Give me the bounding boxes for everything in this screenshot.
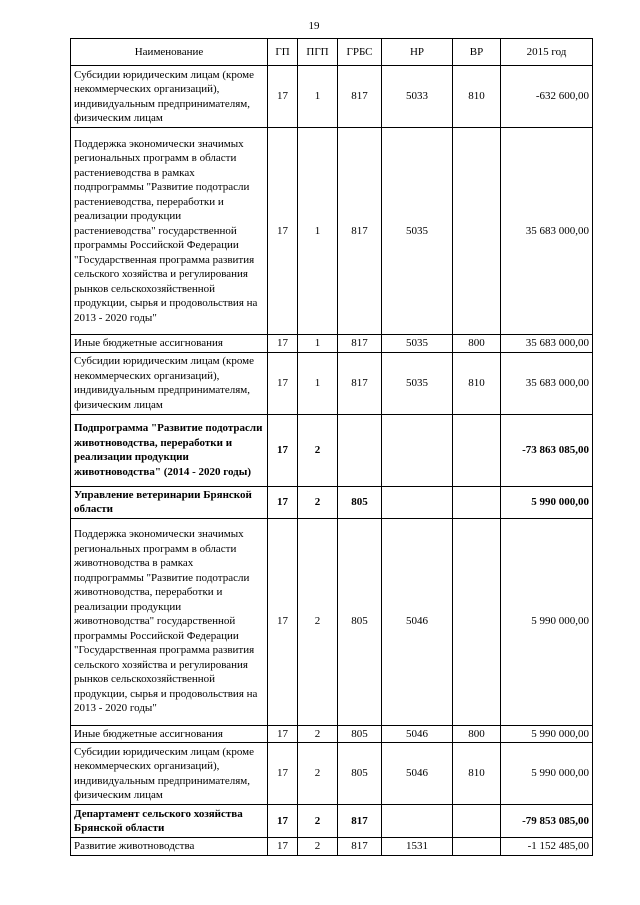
row-vr (453, 805, 501, 838)
row-ppgp: 1 (298, 66, 338, 128)
row-gp: 17 (268, 414, 298, 486)
table-row (71, 518, 593, 725)
row-name: Поддержка экономически значимых региональных программ в области животноводства в рамках подпрограммы "Развитие подотрасли животноводства, переработки и реализации продукции животноводства" государственной программы Российской Федерации "Государственная программа развития сельского хозяйства и регулирования рынков сельскохозяйственной продукции, сырья и продовольствия на 2013 - 2020 годы" (71, 518, 268, 725)
row-grbs: 805 (338, 725, 382, 743)
table-row (71, 352, 593, 414)
column-header-ppgp: ПГП (298, 39, 338, 66)
row-nr: 5035 (382, 335, 453, 353)
row-nr: 5035 (382, 128, 453, 335)
table-row (71, 486, 593, 518)
row-name: Управление ветеринарии Брянской области (71, 486, 268, 518)
row-vr: 810 (453, 352, 501, 414)
table-row (71, 128, 593, 335)
row-vr (453, 414, 501, 486)
column-header-gp: ГП (268, 39, 298, 66)
row-name: Иные бюджетные ассигнования (71, 725, 268, 743)
row-grbs: 805 (338, 743, 382, 805)
row-ppgp: 2 (298, 838, 338, 856)
row-grbs: 817 (338, 838, 382, 856)
row-ppgp: 1 (298, 352, 338, 414)
row-name: Поддержка экономически значимых региональных программ в области растениеводства в рамках подпрограммы "Развитие подотрасли растениеводства, переработки и реализации продукции растениеводства" государственной программы Российской Федерации "Государственная программа развития сельского хозяйства и регулирования рынков сельскохозяйственной продукции, сырья и продовольствия на 2013 - 2020 годы" (71, 128, 268, 335)
row-nr: 5046 (382, 518, 453, 725)
row-amount: 5 990 000,00 (501, 486, 593, 518)
column-header-nr: НР (382, 39, 453, 66)
row-nr: 5046 (382, 725, 453, 743)
row-name: Департамент сельского хозяйства Брянской области (71, 805, 268, 838)
table-row (71, 805, 593, 838)
row-amount: -79 853 085,00 (501, 805, 593, 838)
row-amount: -1 152 485,00 (501, 838, 593, 856)
row-vr (453, 838, 501, 856)
row-gp: 17 (268, 486, 298, 518)
row-ppgp: 2 (298, 486, 338, 518)
table-row (71, 414, 593, 486)
row-grbs: 805 (338, 486, 382, 518)
row-ppgp: 2 (298, 518, 338, 725)
row-vr: 800 (453, 335, 501, 353)
row-amount: -632 600,00 (501, 66, 593, 128)
row-ppgp: 2 (298, 414, 338, 486)
row-gp: 17 (268, 743, 298, 805)
row-amount: 35 683 000,00 (501, 352, 593, 414)
row-vr (453, 518, 501, 725)
row-name: Иные бюджетные ассигнования (71, 335, 268, 353)
row-ppgp: 2 (298, 725, 338, 743)
row-vr: 810 (453, 743, 501, 805)
row-ppgp: 1 (298, 335, 338, 353)
row-ppgp: 2 (298, 743, 338, 805)
row-grbs: 805 (338, 518, 382, 725)
row-gp: 17 (268, 335, 298, 353)
row-amount: 35 683 000,00 (501, 335, 593, 353)
row-nr (382, 486, 453, 518)
row-grbs: 817 (338, 805, 382, 838)
row-gp: 17 (268, 518, 298, 725)
row-gp: 17 (268, 66, 298, 128)
row-grbs: 817 (338, 335, 382, 353)
table-row (71, 66, 593, 128)
row-gp: 17 (268, 128, 298, 335)
row-ppgp: 2 (298, 805, 338, 838)
row-grbs: 817 (338, 128, 382, 335)
row-amount: 35 683 000,00 (501, 128, 593, 335)
table-row (71, 725, 593, 743)
row-amount: 5 990 000,00 (501, 518, 593, 725)
row-amount: -73 863 085,00 (501, 414, 593, 486)
row-nr: 5035 (382, 352, 453, 414)
row-name: Подпрограмма "Развитие подотрасли животноводства, переработки и реализации продукции животноводства" (2014 - 2020 годы) (71, 414, 268, 486)
row-amount: 5 990 000,00 (501, 725, 593, 743)
row-name: Субсидии юридическим лицам (кроме некоммерческих организаций), индивидуальным предпринимателям, физическим лицам (71, 352, 268, 414)
row-vr (453, 128, 501, 335)
row-nr: 5046 (382, 743, 453, 805)
row-vr (453, 486, 501, 518)
row-ppgp: 1 (298, 128, 338, 335)
row-gp: 17 (268, 725, 298, 743)
row-vr: 810 (453, 66, 501, 128)
page-number: 19 (308, 20, 320, 32)
column-header-name: Наименование (71, 39, 268, 66)
table-header-row (71, 39, 593, 66)
row-nr: 1531 (382, 838, 453, 856)
row-vr: 800 (453, 725, 501, 743)
row-name: Субсидии юридическим лицам (кроме некоммерческих организаций), индивидуальным предпринимателям, физическим лицам (71, 66, 268, 128)
row-name: Субсидии юридическим лицам (кроме некоммерческих организаций), индивидуальным предпринимателям, физическим лицам (71, 743, 268, 805)
column-header-year: 2015 год (501, 39, 593, 66)
table-row (71, 743, 593, 805)
row-amount: 5 990 000,00 (501, 743, 593, 805)
column-header-grbs: ГРБС (338, 39, 382, 66)
table-row (71, 838, 593, 856)
row-gp: 17 (268, 838, 298, 856)
row-grbs: 817 (338, 352, 382, 414)
table-row (71, 335, 593, 353)
column-header-vr: ВР (453, 39, 501, 66)
row-nr (382, 414, 453, 486)
row-name: Развитие животноводства (71, 838, 268, 856)
budget-table (70, 38, 593, 856)
row-gp: 17 (268, 805, 298, 838)
row-gp: 17 (268, 352, 298, 414)
row-nr (382, 805, 453, 838)
row-grbs (338, 414, 382, 486)
row-nr: 5033 (382, 66, 453, 128)
row-grbs: 817 (338, 66, 382, 128)
